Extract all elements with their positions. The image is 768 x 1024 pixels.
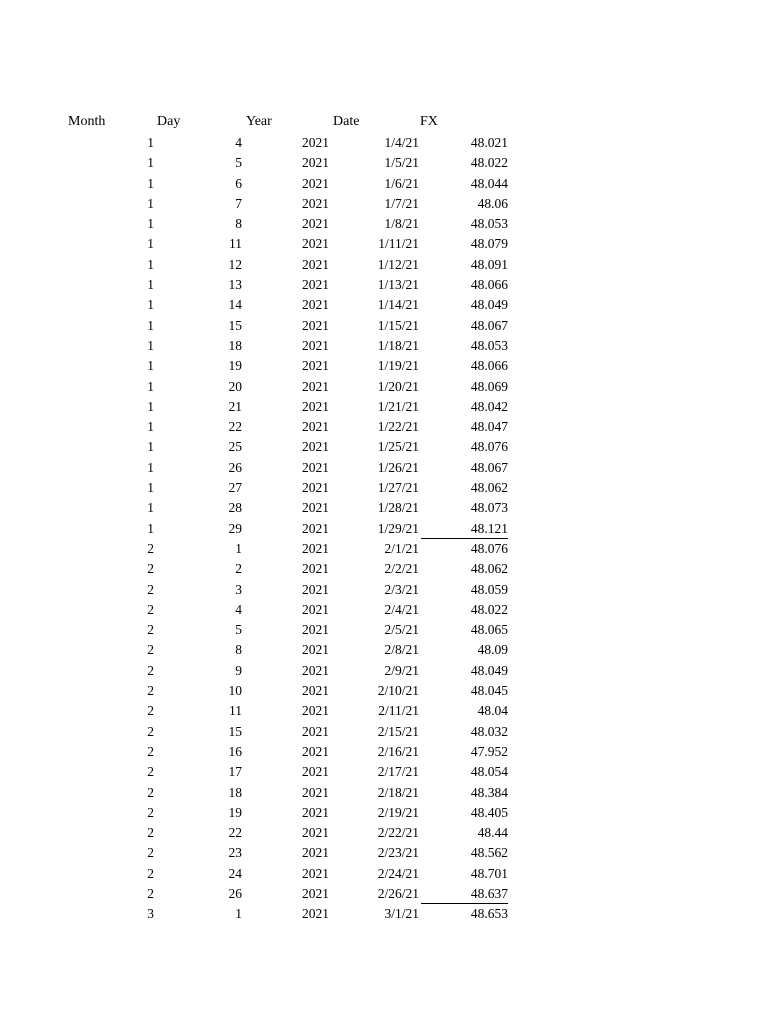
date-cell: 2/16/21 bbox=[377, 743, 419, 759]
year-cell: 2021 bbox=[302, 683, 329, 699]
month-cell: 2 bbox=[147, 885, 154, 901]
year-cell: 2021 bbox=[302, 236, 329, 252]
table-row bbox=[0, 437, 768, 457]
date-cell: 2/26/21 bbox=[377, 885, 419, 901]
table-body bbox=[0, 133, 768, 925]
fx-cell: 48.066 bbox=[470, 277, 508, 293]
date-cell: 2/2/21 bbox=[384, 561, 419, 577]
month-cell: 2 bbox=[147, 743, 154, 759]
date-cell: 1/21/21 bbox=[377, 398, 419, 414]
day-cell: 17 bbox=[228, 764, 242, 780]
day-cell: 28 bbox=[228, 500, 242, 516]
year-cell: 2021 bbox=[302, 561, 329, 577]
fx-cell: 48.021 bbox=[470, 135, 508, 150]
table-row bbox=[0, 295, 768, 315]
day-cell: 11 bbox=[229, 703, 242, 719]
month-cell: 2 bbox=[147, 784, 154, 800]
day-cell: 15 bbox=[228, 317, 242, 333]
fx-cell: 48.067 bbox=[470, 459, 508, 475]
date-cell: 1/15/21 bbox=[377, 317, 419, 333]
year-cell: 2021 bbox=[302, 195, 329, 211]
year-cell: 2021 bbox=[302, 804, 329, 820]
day-cell: 14 bbox=[228, 297, 242, 313]
day-cell: 18 bbox=[228, 337, 242, 353]
year-cell: 2021 bbox=[302, 622, 329, 638]
day-cell: 19 bbox=[228, 358, 242, 374]
table-row bbox=[0, 478, 768, 498]
year-cell: 2021 bbox=[302, 764, 329, 780]
table-row bbox=[0, 681, 768, 701]
year-cell: 2021 bbox=[302, 216, 329, 232]
date-cell: 2/19/21 bbox=[377, 804, 419, 820]
year-cell: 2021 bbox=[302, 723, 329, 739]
fx-cell: 48.562 bbox=[470, 845, 508, 861]
month-cell: 2 bbox=[147, 662, 154, 678]
header-day: Day bbox=[157, 114, 181, 129]
day-cell: 10 bbox=[228, 683, 242, 699]
table-row bbox=[0, 519, 768, 539]
table-row bbox=[0, 255, 768, 275]
fx-cell: 48.044 bbox=[470, 175, 508, 191]
table-row bbox=[0, 316, 768, 336]
table-row bbox=[0, 600, 768, 620]
year-cell: 2021 bbox=[302, 317, 329, 333]
day-cell: 15 bbox=[228, 723, 242, 739]
fx-cell: 48.637 bbox=[470, 885, 508, 901]
month-cell: 1 bbox=[147, 419, 154, 435]
fx-cell: 48.121 bbox=[470, 520, 508, 536]
date-cell: 1/20/21 bbox=[377, 378, 419, 394]
month-cell: 1 bbox=[147, 378, 154, 394]
day-cell: 4 bbox=[235, 601, 242, 617]
month-cell: 2 bbox=[147, 540, 154, 556]
date-cell: 1/11/21 bbox=[378, 236, 419, 252]
date-cell: 2/8/21 bbox=[384, 642, 419, 658]
day-cell: 2 bbox=[235, 561, 242, 577]
table-row bbox=[0, 823, 768, 843]
table-row bbox=[0, 336, 768, 356]
date-cell: 1/4/21 bbox=[384, 135, 419, 150]
month-cell: 2 bbox=[147, 825, 154, 841]
year-cell: 2021 bbox=[302, 135, 329, 150]
table-row bbox=[0, 661, 768, 681]
year-cell: 2021 bbox=[302, 439, 329, 455]
table-row bbox=[0, 498, 768, 518]
fx-cell: 48.065 bbox=[470, 622, 508, 638]
fx-cell: 48.069 bbox=[470, 378, 508, 394]
month-cell: 1 bbox=[147, 195, 154, 211]
fx-cell: 48.054 bbox=[470, 764, 508, 780]
fx-cell: 48.066 bbox=[470, 358, 508, 374]
table-row bbox=[0, 397, 768, 417]
month-cell: 1 bbox=[147, 317, 154, 333]
fx-cell: 48.053 bbox=[470, 337, 508, 353]
fx-cell: 48.062 bbox=[470, 480, 508, 496]
day-cell: 1 bbox=[235, 540, 242, 556]
day-cell: 5 bbox=[235, 155, 242, 171]
header-date: Date bbox=[333, 114, 360, 129]
date-cell: 3/1/21 bbox=[384, 906, 419, 922]
fx-cell: 48.049 bbox=[470, 297, 508, 313]
fx-cell: 48.09 bbox=[477, 642, 508, 658]
date-cell: 2/9/21 bbox=[384, 662, 419, 678]
day-cell: 19 bbox=[228, 804, 242, 820]
table-row bbox=[0, 417, 768, 437]
day-cell: 22 bbox=[228, 825, 242, 841]
fx-cell: 48.059 bbox=[470, 581, 508, 597]
fx-cell: 48.384 bbox=[470, 784, 508, 800]
fx-cell: 48.091 bbox=[470, 256, 508, 272]
date-cell: 2/5/21 bbox=[384, 622, 419, 638]
table-row bbox=[0, 701, 768, 721]
day-cell: 23 bbox=[228, 845, 242, 861]
fx-cell: 48.047 bbox=[470, 419, 508, 435]
year-cell: 2021 bbox=[302, 277, 329, 293]
fx-cell: 48.022 bbox=[470, 155, 508, 171]
date-cell: 2/17/21 bbox=[377, 764, 419, 780]
fx-cell: 48.701 bbox=[470, 865, 508, 881]
table-row bbox=[0, 742, 768, 762]
table-row bbox=[0, 722, 768, 742]
month-cell: 2 bbox=[147, 764, 154, 780]
date-cell: 1/14/21 bbox=[377, 297, 419, 313]
day-cell: 5 bbox=[235, 622, 242, 638]
month-cell: 1 bbox=[147, 520, 154, 536]
table-row bbox=[0, 783, 768, 803]
day-cell: 27 bbox=[228, 480, 242, 496]
day-cell: 1 bbox=[235, 906, 242, 922]
year-cell: 2021 bbox=[302, 419, 329, 435]
date-cell: 1/25/21 bbox=[377, 439, 419, 455]
month-cell: 1 bbox=[147, 398, 154, 414]
year-cell: 2021 bbox=[302, 662, 329, 678]
year-cell: 2021 bbox=[302, 784, 329, 800]
table-row bbox=[0, 377, 768, 397]
date-cell: 2/24/21 bbox=[377, 865, 419, 881]
day-cell: 20 bbox=[228, 378, 242, 394]
day-cell: 3 bbox=[235, 581, 242, 597]
year-cell: 2021 bbox=[302, 175, 329, 191]
day-cell: 22 bbox=[228, 419, 242, 435]
date-cell: 1/5/21 bbox=[384, 155, 419, 171]
fx-cell: 48.049 bbox=[470, 662, 508, 678]
month-cell: 1 bbox=[147, 459, 154, 475]
month-cell: 2 bbox=[147, 865, 154, 881]
day-cell: 12 bbox=[228, 256, 242, 272]
day-cell: 25 bbox=[228, 439, 242, 455]
fx-cell: 48.076 bbox=[470, 439, 508, 455]
month-cell: 2 bbox=[147, 703, 154, 719]
date-cell: 2/4/21 bbox=[384, 601, 419, 617]
table-row bbox=[0, 133, 768, 153]
table-row bbox=[0, 539, 768, 559]
year-cell: 2021 bbox=[302, 906, 329, 922]
month-cell: 1 bbox=[147, 236, 154, 252]
fx-cell: 48.44 bbox=[477, 825, 508, 841]
month-cell: 1 bbox=[147, 500, 154, 516]
table-row bbox=[0, 620, 768, 640]
month-cell: 1 bbox=[147, 175, 154, 191]
date-cell: 2/22/21 bbox=[377, 825, 419, 841]
table-row bbox=[0, 803, 768, 823]
month-cell: 1 bbox=[147, 297, 154, 313]
month-cell: 2 bbox=[147, 723, 154, 739]
year-cell: 2021 bbox=[302, 500, 329, 516]
day-cell: 11 bbox=[229, 236, 242, 252]
day-cell: 7 bbox=[235, 195, 242, 211]
month-cell: 1 bbox=[147, 135, 154, 150]
header-fx: FX bbox=[420, 114, 438, 129]
table-row bbox=[0, 275, 768, 295]
table-row bbox=[0, 214, 768, 234]
year-cell: 2021 bbox=[302, 155, 329, 171]
table-row bbox=[0, 174, 768, 194]
fx-cell: 48.06 bbox=[477, 195, 508, 211]
year-cell: 2021 bbox=[302, 885, 329, 901]
month-cell: 1 bbox=[147, 277, 154, 293]
month-cell: 2 bbox=[147, 804, 154, 820]
month-cell: 1 bbox=[147, 358, 154, 374]
fx-cell: 48.04 bbox=[477, 703, 508, 719]
month-cell: 2 bbox=[147, 683, 154, 699]
date-cell: 2/1/21 bbox=[384, 540, 419, 556]
day-cell: 16 bbox=[228, 743, 242, 759]
day-cell: 8 bbox=[235, 642, 242, 658]
year-cell: 2021 bbox=[302, 703, 329, 719]
date-cell: 2/23/21 bbox=[377, 845, 419, 861]
year-cell: 2021 bbox=[302, 865, 329, 881]
year-cell: 2021 bbox=[302, 297, 329, 313]
year-cell: 2021 bbox=[302, 743, 329, 759]
month-cell: 1 bbox=[147, 337, 154, 353]
day-cell: 13 bbox=[228, 277, 242, 293]
date-cell: 1/29/21 bbox=[377, 520, 419, 536]
date-cell: 1/7/21 bbox=[384, 195, 419, 211]
year-cell: 2021 bbox=[302, 825, 329, 841]
date-cell: 1/13/21 bbox=[377, 277, 419, 293]
date-cell: 1/8/21 bbox=[384, 216, 419, 232]
table-row bbox=[0, 904, 768, 924]
month-cell: 1 bbox=[147, 155, 154, 171]
month-cell: 1 bbox=[147, 256, 154, 272]
day-cell: 26 bbox=[228, 459, 242, 475]
day-cell: 9 bbox=[235, 662, 242, 678]
year-cell: 2021 bbox=[302, 601, 329, 617]
year-cell: 2021 bbox=[302, 358, 329, 374]
date-cell: 2/18/21 bbox=[377, 784, 419, 800]
table-row bbox=[0, 153, 768, 173]
day-cell: 24 bbox=[228, 865, 242, 881]
date-cell: 1/26/21 bbox=[377, 459, 419, 475]
month-cell: 2 bbox=[147, 601, 154, 617]
month-cell: 1 bbox=[147, 439, 154, 455]
fx-cell: 48.042 bbox=[470, 398, 508, 414]
date-cell: 1/28/21 bbox=[377, 500, 419, 516]
fx-cell: 48.079 bbox=[470, 236, 508, 252]
month-cell: 2 bbox=[147, 581, 154, 597]
date-cell: 1/27/21 bbox=[377, 480, 419, 496]
fx-cell: 48.062 bbox=[470, 561, 508, 577]
table-row bbox=[0, 356, 768, 376]
table-row bbox=[0, 580, 768, 600]
day-cell: 18 bbox=[228, 784, 242, 800]
month-cell: 1 bbox=[147, 216, 154, 232]
year-cell: 2021 bbox=[302, 337, 329, 353]
day-cell: 6 bbox=[235, 175, 242, 191]
year-cell: 2021 bbox=[302, 520, 329, 536]
month-cell: 1 bbox=[147, 480, 154, 496]
day-cell: 21 bbox=[228, 398, 242, 414]
table-row bbox=[0, 864, 768, 884]
day-cell: 4 bbox=[235, 135, 242, 150]
year-cell: 2021 bbox=[302, 459, 329, 475]
year-cell: 2021 bbox=[302, 540, 329, 556]
year-cell: 2021 bbox=[302, 581, 329, 597]
table-row bbox=[0, 640, 768, 660]
year-cell: 2021 bbox=[302, 642, 329, 658]
fx-cell: 48.067 bbox=[470, 317, 508, 333]
header-year: Year bbox=[246, 114, 272, 129]
day-cell: 8 bbox=[235, 216, 242, 232]
fx-cell: 48.022 bbox=[470, 601, 508, 617]
day-cell: 26 bbox=[228, 885, 242, 901]
fx-cell: 48.076 bbox=[470, 540, 508, 556]
month-cell: 2 bbox=[147, 561, 154, 577]
day-cell: 29 bbox=[228, 520, 242, 536]
fx-cell: 48.045 bbox=[470, 683, 508, 699]
date-cell: 1/19/21 bbox=[377, 358, 419, 374]
date-cell: 1/12/21 bbox=[377, 256, 419, 272]
table-row bbox=[0, 234, 768, 254]
month-cell: 2 bbox=[147, 642, 154, 658]
year-cell: 2021 bbox=[302, 398, 329, 414]
month-cell: 3 bbox=[147, 906, 154, 922]
fx-cell: 47.952 bbox=[470, 743, 508, 759]
table-row bbox=[0, 559, 768, 579]
date-cell: 2/3/21 bbox=[384, 581, 419, 597]
year-cell: 2021 bbox=[302, 256, 329, 272]
table-row bbox=[0, 194, 768, 214]
fx-cell: 48.073 bbox=[470, 500, 508, 516]
month-cell: 2 bbox=[147, 845, 154, 861]
table-row bbox=[0, 458, 768, 478]
fx-cell: 48.032 bbox=[470, 723, 508, 739]
fx-cell: 48.405 bbox=[470, 804, 508, 820]
date-cell: 1/6/21 bbox=[384, 175, 419, 191]
date-cell: 2/15/21 bbox=[377, 723, 419, 739]
table-row bbox=[0, 843, 768, 863]
header-month: Month bbox=[68, 114, 106, 129]
date-cell: 2/10/21 bbox=[377, 683, 419, 699]
month-cell: 2 bbox=[147, 622, 154, 638]
year-cell: 2021 bbox=[302, 480, 329, 496]
fx-cell: 48.653 bbox=[470, 906, 508, 922]
date-cell: 1/22/21 bbox=[377, 419, 419, 435]
year-cell: 2021 bbox=[302, 845, 329, 861]
table-row bbox=[0, 762, 768, 782]
fx-cell: 48.053 bbox=[470, 216, 508, 232]
table-row bbox=[0, 884, 768, 904]
date-cell: 2/11/21 bbox=[378, 703, 419, 719]
year-cell: 2021 bbox=[302, 378, 329, 394]
date-cell: 1/18/21 bbox=[377, 337, 419, 353]
